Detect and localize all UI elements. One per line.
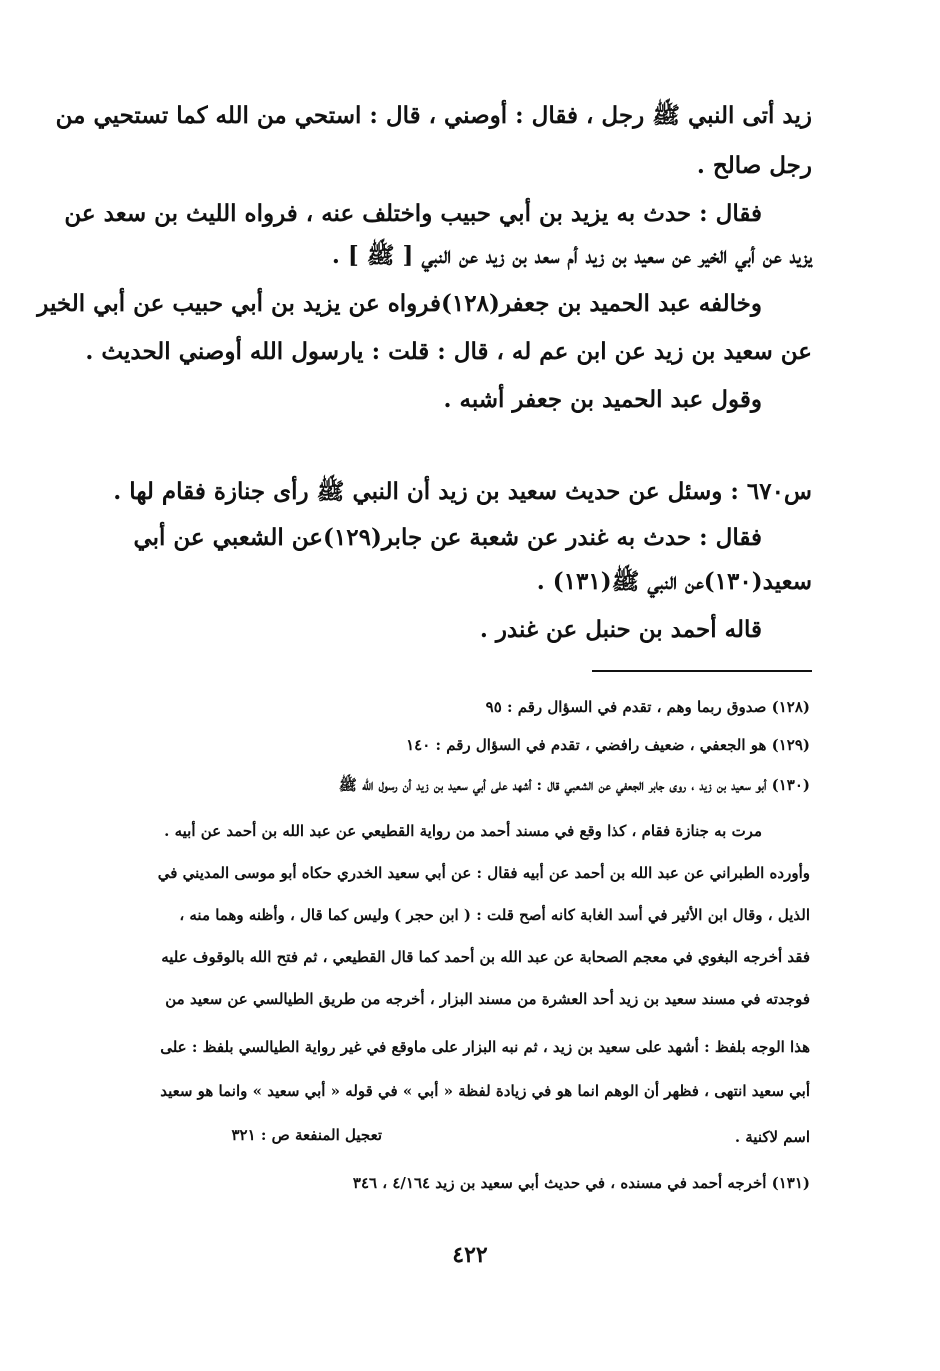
body-line-3: فقال : حدث به يزيد بن أبي حبيب واختلف عنه ، فرواه الليث بن سعد عن bbox=[64, 200, 762, 227]
body-line-7: وقول عبد الحميد بن جعفر أشبه . bbox=[443, 386, 762, 413]
footnote-131: (١٣١) أخرجه أحمد في مسنده ، في حديث أبي سعيد بن زيد ٤/١٦٤ ، ٣٤٦ bbox=[352, 1174, 810, 1192]
footnote-130: (١٣٠) أبو سعيد بن زيد ، روى جابر الجعفي عن الشعبي قال : أشهد على أبي سعيد بن زيد أن رسول الله ﷺ bbox=[338, 776, 810, 794]
footnote-130-line-8: أبي سعيد انتهى ، فظهر أن الوهم انما هو في زيادة لفظة « أبي » في قوله « أبي سعيد » وانما هو سعيد bbox=[160, 1082, 810, 1100]
footnote-130-line-9: اسم لاكنية . bbox=[734, 1128, 810, 1146]
footnote-130-line-7: هذا الوجه بلفظ : أشهد على سعيد بن زيد ، ثم نبه البزار على ماوقع في غير رواية الطيالسي بلفظ : على bbox=[160, 1038, 810, 1056]
footnote-130-line-5: فقد أخرجه البغوي في معجم الصحابة عن عبد الله بن أحمد كما قال القطيعي ، ثم فتح الله بالوقوف عليه bbox=[161, 948, 810, 966]
body-line-11: قاله أحمد بن حنبل عن غندر . bbox=[479, 616, 762, 643]
footnote-130-line-6: فوجدته في مسند سعيد بن زيد أحد العشرة من مسند البزار ، أخرجه من طريق الطيالسي عن سعيد من bbox=[165, 990, 810, 1008]
footnote-130-line-2: مرت به جنازة فقام ، كذا وقع في مسند أحمد من رواية القطيعي عن عبد الله بن أحمد عن أبيه . bbox=[164, 822, 762, 840]
body-line-4: يزيد عن أبي الخير عن سعيد بن زيد أم سعد بن زيد عن النبي [ ﷺ ] . bbox=[331, 242, 812, 269]
question-heading: س٦٧٠ : وسئل عن حديث سعيد بن زيد أن النبي ﷺ رأى جنازة فقام لها . bbox=[113, 478, 812, 505]
body-line-10: سعيد(١٣٠)عن النبي ﷺ(١٣١) . bbox=[536, 568, 812, 595]
footnote-130-line-3: وأورده الطبراني عن عبد الله بن أحمد عن أبيه فقال : عن أبي سعيد الخدري حكاه أبو موسى المديني في bbox=[157, 864, 810, 882]
footnote-reference: تعجيل المنفعة ص : ٣٢١ bbox=[231, 1126, 382, 1144]
footnote-130-line-4: الذيل ، وقال ابن الأثير في أسد الغابة كانه أصح قلت : ( ابن حجر ) وليس كما قال ، وأظنه وهما منه ، bbox=[179, 906, 810, 924]
footnote-129: (١٢٩) هو الجعفي ، ضعيف رافضي ، تقدم في السؤال رقم : ١٤٠ bbox=[406, 736, 810, 754]
footnote-128: (١٢٨) صدوق ربما وهم ، تقدم في السؤال رقم : ٩٥ bbox=[485, 698, 810, 716]
body-line-6: عن سعيد بن زيد عن ابن عم له ، قال : قلت : يارسول الله أوصني الحديث . bbox=[85, 338, 812, 365]
body-line-2: رجل صالح . bbox=[696, 152, 812, 179]
body-line-1: زيد أتى النبي ﷺ رجل ، فقال : أوصني ، قال : استحي من الله كما تستحيي من bbox=[55, 102, 812, 129]
body-line-9: فقال : حدث به غندر عن شعبة عن جابر(١٢٩)عن الشعبي عن أبي bbox=[133, 524, 762, 551]
footnote-separator bbox=[592, 670, 812, 672]
page-number: ٤٢٢ bbox=[452, 1242, 488, 1268]
body-line-5: وخالفه عبد الحميد بن جعفر(١٢٨)فرواه عن يزيد بن أبي حبيب عن أبي الخير bbox=[37, 290, 762, 317]
